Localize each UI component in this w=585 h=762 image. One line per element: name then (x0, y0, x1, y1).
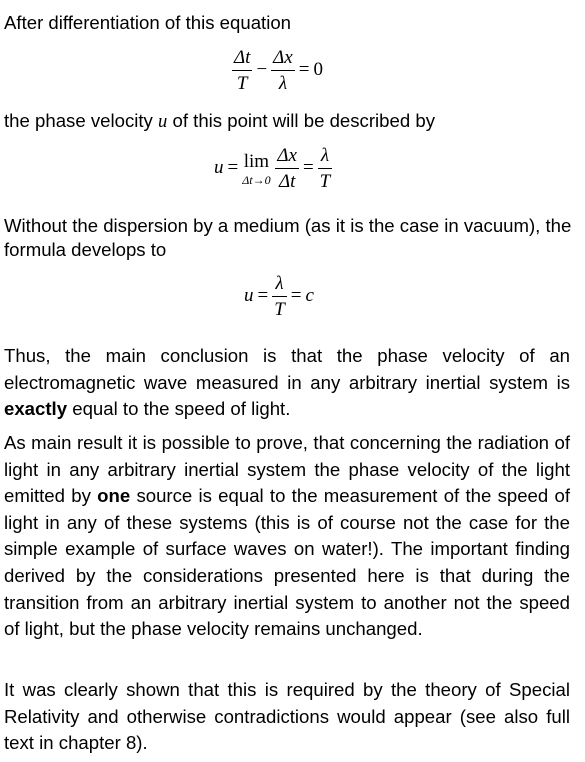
eq2-num2: λ (318, 146, 333, 169)
eq1-minus: − (256, 59, 268, 81)
eq2-equals-2: = (302, 157, 314, 179)
eq2-equals-1: = (227, 157, 239, 179)
eq2-fraction-2 (318, 146, 333, 191)
phase-text-before: the phase velocity (4, 110, 159, 131)
eq2-num1: Δx (275, 146, 299, 169)
eq1-num2: Δx (271, 48, 295, 71)
eq2-lim-word: lim (243, 150, 270, 172)
eq2-den1: Δt (278, 171, 296, 192)
para2-before: As main result it is possible to prove, that concerning the radiation of light in any arbitrary inertial system the phase velocity of the light emitted by (4, 432, 570, 507)
phase-velocity-text (4, 108, 570, 136)
eq2-lhs: u (214, 157, 224, 179)
phase-text-after: of this point will be described by (167, 110, 435, 131)
para1-after: equal to the speed of light. (67, 398, 291, 420)
main-result-paragraph (4, 430, 570, 643)
intro-text: After differentiation of this equation (4, 12, 292, 33)
equation-1 (0, 48, 585, 93)
dispersion-text: Without the dispersion by a medium (as it is the case in vacuum), the formula develops to (4, 215, 572, 260)
phase-symbol: u (158, 111, 168, 132)
eq1-den1: T (236, 73, 248, 94)
eq1-fraction-1 (232, 48, 252, 93)
para1-before: Thus, the main conclusion is that the phase velocity of an electromagnetic wave measured in any arbitrary inertial system is (4, 345, 570, 393)
equation-3 (0, 274, 585, 319)
eq3-den: T (274, 299, 285, 320)
eq2-den2: T (319, 171, 331, 192)
relativity-paragraph: It was clearly shown that this is required by the theory of Special Relativity and otherwise contradictions would appear (see also full text in chapter 8). (4, 679, 570, 754)
eq3-rhs: c (305, 285, 314, 307)
eq1-den2: λ (278, 73, 288, 94)
eq3-fraction (272, 274, 287, 319)
para1-bold: exactly (4, 398, 68, 420)
eq2-lim-sub: Δt→0 (242, 172, 271, 187)
eq2-fraction-1 (275, 146, 299, 191)
eq3-equals-1: = (257, 285, 269, 307)
para2-bold: one (97, 485, 131, 507)
eq1-rhs: 0 (313, 59, 323, 81)
equation-2 (0, 146, 585, 191)
eq1-fraction-2 (271, 48, 295, 93)
eq2-limit (242, 152, 270, 186)
eq3-num: λ (272, 274, 287, 297)
eq1-num1: Δt (232, 48, 252, 71)
para2-after: source is equal to the measurement of the speed of light in any of these systems (this is of course not the case for the simple example of surface waves on water!). The important finding derived by the considerations presented here is that during the transition from an arbitrary inertial system to another not the speed of light, but the phase velocity remains unchanged. (4, 485, 570, 640)
eq3-lhs: u (244, 285, 254, 307)
eq3-equals-2: = (290, 285, 302, 307)
eq1-equals: = (298, 59, 310, 81)
conclusion-paragraph (4, 343, 570, 423)
